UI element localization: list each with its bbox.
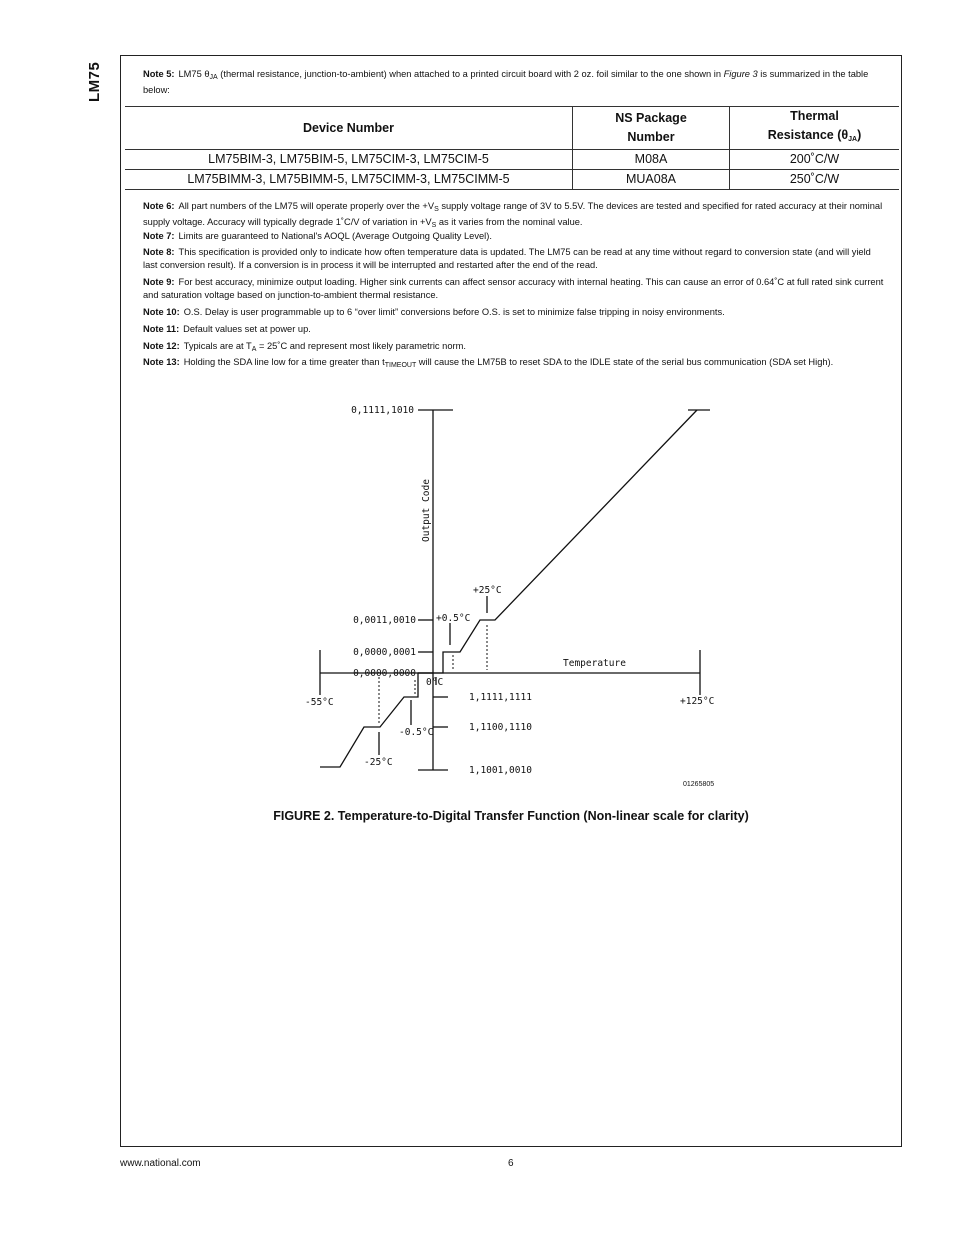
- x-tick-label: 0°C: [426, 677, 444, 688]
- y-tick-label: 0,0000,0000: [353, 668, 416, 679]
- x-tick-label: +0.5°C: [436, 613, 471, 624]
- x-tick-label: -55°C: [305, 697, 334, 708]
- table-header-row: [125, 107, 899, 150]
- note-9: Note 9: For best accuracy, minimize output loading. Higher sink currents can affect sensor accuracy with internal heating. This can cause an error of 0.64˚C at full rated sink current and saturation voltage based on junction-to-ambient thermal resistance.: [143, 277, 884, 300]
- y-tick-label: 0,0011,0010: [353, 615, 416, 626]
- transfer-curve-negative: [320, 673, 433, 767]
- transfer-function-chart: [300, 395, 730, 785]
- note-13: Note 13: Holding the SDA line low for a time greater than $t_{TIMEOUT}$ will cause the LM75B to reset SDA to the IDLE state of the serial bus communication (SDA set High).: [143, 357, 834, 369]
- note-10: Note 10: O.S. Delay is user programmable up to 6 “over limit” conversions before O.S. is set to minimize false tripping in noisy environments.: [143, 307, 725, 317]
- y-tick-label: 0,1111,1010: [351, 405, 414, 416]
- note-8: Note 8: This specification is provided only to indicate how often temperature data is updated. The LM75 can be read at any time without regard to conversion state (and will yield last conversion result). If a conversion is in process it will be interrupted and restarted after the end of the read.: [143, 247, 871, 270]
- footer-website[interactable]: www.national.com: [120, 1158, 201, 1169]
- cell-device: LM75BIM-3, LM75BIM-5, LM75CIM-3, LM75CIM-5: [125, 150, 573, 170]
- cell-thermal: 200˚C/W: [730, 150, 900, 170]
- cell-thermal: 250˚C/W: [730, 170, 900, 190]
- x-tick-label: -25°C: [364, 757, 393, 768]
- page-number: 6: [508, 1158, 514, 1169]
- side-title: LM75: [86, 61, 103, 102]
- thermal-resistance-table: [125, 106, 899, 190]
- y-tick-label: 0,0000,0001: [353, 647, 416, 658]
- x-tick-label: +25°C: [473, 585, 502, 596]
- table-row: [125, 150, 899, 170]
- cell-device: LM75BIMM-3, LM75BIMM-5, LM75CIMM-3, LM75CIMM-5: [125, 170, 573, 190]
- note-5: Note 5: LM75 $\theta_{JA}$ (thermal resistance, junction-to-ambient) when attached to a printed circuit board with 2 oz. foil similar to the one shown in Figure 3 is summarized in the table below:: [143, 69, 869, 95]
- header-thermal: Thermal Resistance $(\theta_{JA})$: [730, 107, 900, 150]
- y-tick-label: 1,1111,1111: [469, 692, 532, 703]
- x-tick-label: +125°C: [680, 696, 715, 707]
- note-12: Note 12: Typicals are at $T_A$ = 25˚C and represent most likely parametric norm.: [143, 341, 466, 353]
- x-tick-label: -0.5°C: [399, 727, 434, 738]
- note-7: Note 7: Limits are guaranteed to National's AOQL (Average Outgoing Quality Level).: [143, 231, 492, 241]
- figure-id: 01265805: [683, 781, 715, 788]
- transfer-curve-positive: [433, 410, 697, 673]
- header-device: Device Number: [125, 107, 573, 150]
- y-tick-label: 1,1001,0010: [469, 765, 532, 776]
- note-6: Note 6: All part numbers of the LM75 will operate properly over the $+V_S$ supply voltage range of 3V to 5.5V. The devices are tested and specified for rated accuracy at their nominal supply voltage. Accuracy will typically degrade 1˚C/V of variation in $+V_S$ as it varies from the nominal value.: [143, 201, 883, 229]
- note-11: Note 11: Default values set at power up.: [143, 324, 311, 334]
- y-tick-label: 1,1100,1110: [469, 722, 532, 733]
- table-row: [125, 170, 899, 190]
- cell-package: MUA08A: [573, 170, 730, 190]
- header-package: NS Package Number: [573, 107, 730, 150]
- x-axis-label: Temperature: [563, 658, 626, 669]
- y-axis-label: Output Code: [421, 479, 432, 542]
- cell-package: M08A: [573, 150, 730, 170]
- figure-caption: FIGURE 2. Temperature-to-Digital Transfer Function (Non-linear scale for clarity): [273, 809, 749, 823]
